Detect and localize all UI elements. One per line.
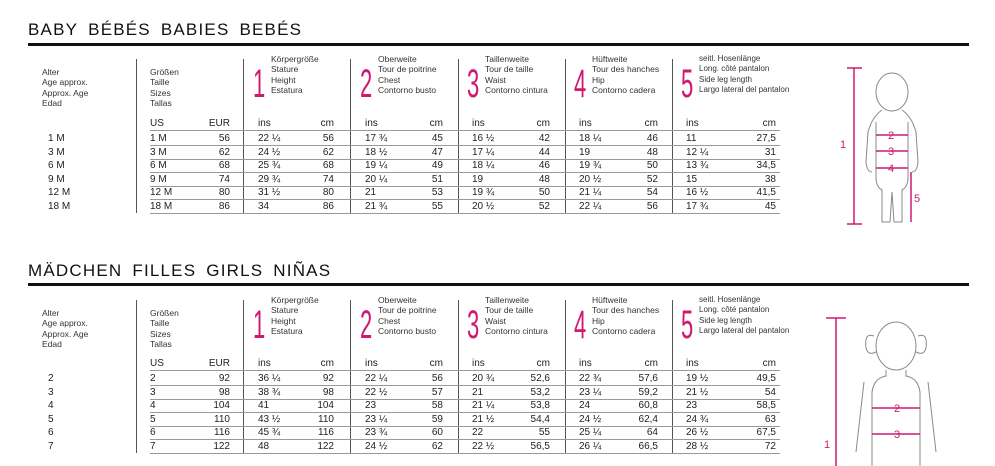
table-cell: 29 ¾	[258, 173, 281, 185]
measure-header-line: Chest	[378, 315, 401, 326]
table-cell: 46	[646, 133, 658, 144]
table-cell: 58,5	[756, 400, 776, 411]
table-cell: 20 ¼	[365, 173, 388, 185]
table-cell: 21 ¾	[365, 200, 388, 212]
units-underline	[150, 130, 780, 131]
table-cell: 59,2	[638, 386, 658, 398]
measure-header-line: Tour de poitrine	[378, 64, 437, 75]
measure-number: 4	[574, 303, 587, 347]
column-divider	[243, 59, 244, 213]
table-cell: 19 ½	[686, 373, 709, 384]
table-cell: 21	[472, 386, 484, 398]
table-cell: 3 M	[150, 146, 167, 158]
size-header-line: Taille	[150, 318, 170, 329]
table-cell: 122	[317, 440, 334, 452]
table-cell: 31 ½	[258, 187, 281, 198]
table-cell: 47	[431, 146, 443, 158]
measure-header	[592, 295, 659, 336]
table-cell: 53,8	[530, 400, 550, 411]
table-cell: 98	[218, 386, 230, 398]
measure-header-line: Height	[271, 74, 296, 85]
unit-label: cm	[762, 358, 776, 369]
table-cell: 56	[322, 133, 334, 144]
unit-label: ins	[579, 358, 592, 369]
unit-label: ins	[686, 118, 699, 129]
table-cell: 7	[150, 440, 156, 452]
table-cell: 53	[431, 187, 443, 198]
girl-figure	[816, 312, 956, 466]
table-cell: 15	[686, 173, 698, 185]
table-cell: 12 ¼	[686, 146, 709, 158]
girl-label-1: 1	[824, 439, 831, 451]
table-cell: 67,5	[756, 427, 776, 438]
measure-header-line: Hip	[592, 315, 605, 326]
unit-label: ins	[365, 358, 378, 369]
table-cell: 80	[322, 187, 334, 198]
table-cell: 48	[646, 146, 658, 158]
age-cell: 2	[48, 373, 54, 384]
table-cell: 22 ¼	[365, 373, 388, 384]
table-cell: 92	[322, 373, 334, 384]
measure-header-line: Hüftweite	[592, 295, 628, 305]
unit-label: ins	[686, 358, 699, 369]
table-cell: 86	[218, 200, 230, 212]
age-header-line: Alter	[42, 308, 60, 318]
table-cell: 4	[150, 400, 156, 411]
table-cell: 25 ¾	[258, 160, 281, 171]
table-cell: 1 M	[150, 133, 167, 144]
table-cell: 17 ¾	[365, 133, 388, 144]
age-cell: 3	[48, 386, 54, 398]
table-cell: 20 ½	[579, 173, 602, 185]
age-cell: 4	[48, 400, 54, 411]
column-divider	[136, 300, 137, 453]
table-cell: 45	[431, 133, 443, 144]
table-cell: 48	[538, 173, 550, 185]
table-cell: 11	[686, 133, 697, 144]
measure-header-line: Waist	[485, 315, 506, 326]
unit-label: ins	[472, 118, 485, 129]
age-cell: 6 M	[48, 160, 65, 171]
measure-header	[378, 54, 437, 95]
table-cell: 6 M	[150, 160, 167, 171]
age-header-line: Approx. Age	[42, 87, 89, 98]
section-title	[28, 20, 312, 40]
table-cell: 45	[764, 200, 776, 212]
measure-number: 1	[253, 62, 266, 106]
table-cell: 2	[150, 373, 156, 384]
age-cell: 18 M	[48, 200, 71, 212]
table-cell: 22 ½	[365, 386, 388, 398]
age-cell: 12 M	[48, 187, 71, 198]
table-cell: 86	[322, 200, 334, 212]
table-cell: 19 ¾	[472, 187, 495, 198]
table-cell: 116	[214, 427, 230, 438]
table-cell: 27,5	[756, 133, 776, 144]
table-cell: 59	[431, 413, 443, 425]
table-cell: 50	[646, 160, 658, 171]
age-cell: 1 M	[48, 133, 65, 144]
table-cell: 45 ¾	[258, 427, 281, 438]
table-cell: 56	[646, 200, 658, 212]
measure-number: 5	[681, 303, 694, 347]
size-header-line: Sizes	[150, 87, 171, 98]
table-cell: 22 ¼	[579, 200, 602, 212]
unit-label: cm	[644, 118, 658, 129]
table-cell: 9 M	[150, 173, 167, 185]
unit-label: cm	[429, 118, 443, 129]
age-header	[42, 67, 88, 108]
column-divider	[350, 59, 351, 213]
table-cell: 56,5	[530, 440, 550, 452]
measure-header	[699, 54, 789, 95]
table-cell: 49,5	[756, 373, 776, 384]
measure-header-line: Hip	[592, 74, 605, 85]
table-cell: 92	[218, 373, 230, 384]
table-cell: 19 ¾	[579, 160, 602, 171]
table-cell: 116	[318, 427, 334, 438]
age-cell: 3 M	[48, 146, 65, 158]
table-cell: 52,6	[530, 373, 550, 384]
table-cell: 13 ¾	[686, 160, 709, 171]
measure-header-line: Largo lateral del pantalon	[699, 84, 790, 94]
table-cell: 62,4	[638, 413, 658, 425]
measure-number: 2	[360, 303, 373, 347]
table-cell: 22 ½	[472, 440, 495, 452]
table-cell: 23	[686, 400, 698, 411]
table-cell: 60,8	[638, 400, 658, 411]
row-divider	[150, 453, 780, 454]
table-cell: 42	[538, 133, 550, 144]
column-divider	[458, 300, 459, 453]
column-divider	[672, 59, 673, 213]
column-divider	[565, 300, 566, 453]
measure-header-line: Contorno cadera	[592, 325, 656, 336]
measure-header-line: seitl. Hosenlänge	[699, 54, 761, 63]
baby-label-1: 1	[840, 139, 847, 151]
unit-label: cm	[536, 118, 550, 129]
measure-header-line: Chest	[378, 74, 401, 85]
measure-header-line: Contorno cintura	[485, 84, 548, 95]
measure-header-line: Long. côté pantalon	[699, 305, 770, 315]
table-cell: 34	[258, 200, 270, 212]
table-cell: 22 ¾	[579, 373, 602, 384]
table-cell: 98	[322, 386, 334, 398]
size-header-line: Taille	[150, 77, 170, 88]
measure-header-line: Waist	[485, 74, 506, 85]
table-cell: 6	[150, 427, 156, 438]
measure-header	[378, 295, 437, 336]
unit-label: ins	[365, 118, 378, 129]
table-cell: 80	[218, 187, 230, 198]
table-cell: 17 ¾	[686, 200, 709, 212]
size-header-line: Größen	[150, 308, 179, 318]
table-cell: 21	[365, 187, 377, 198]
unit-label: cm	[320, 118, 334, 129]
measure-header	[485, 295, 548, 336]
table-cell: 18 ¼	[579, 133, 602, 144]
table-cell: 18 M	[150, 200, 173, 212]
table-cell: 20 ¾	[472, 373, 495, 384]
size-header-line: Tallas	[150, 338, 172, 349]
table-cell: 62	[431, 440, 443, 452]
table-cell: 63	[764, 413, 776, 425]
age-header-line: Approx. Age	[42, 328, 89, 339]
table-cell: 122	[213, 440, 230, 452]
table-cell: 68	[218, 160, 230, 171]
measure-header-line: Tour des hanches	[592, 64, 660, 75]
table-cell: 36 ¼	[258, 373, 281, 384]
measure-header-line: Tour des hanches	[592, 305, 660, 316]
unit-label: cm	[536, 358, 550, 369]
measure-header-line: Körpergröße	[271, 54, 319, 64]
table-cell: 3	[150, 386, 156, 398]
table-cell: 38 ¾	[258, 386, 281, 398]
table-cell: 26 ½	[686, 427, 709, 438]
size-header-line: Sizes	[150, 328, 171, 339]
table-cell: 56	[431, 373, 443, 384]
title-word: FILLES	[132, 261, 197, 280]
unit-label: ins	[472, 358, 485, 369]
measure-number: 5	[681, 62, 694, 106]
measure-header-line: Stature	[271, 64, 299, 75]
column-divider	[565, 59, 566, 213]
baby-label-4: 4	[888, 163, 895, 175]
table-cell: 24 ½	[365, 440, 388, 452]
units-underline	[150, 370, 780, 371]
table-cell: 19	[579, 146, 591, 158]
table-cell: 43 ½	[258, 413, 281, 425]
unit-label: cm	[429, 358, 443, 369]
table-cell: 17 ¼	[472, 146, 495, 158]
table-cell: 38	[764, 173, 776, 185]
table-cell: 72	[764, 440, 776, 452]
table-cell: 34,5	[756, 160, 776, 171]
measure-header-line: Stature	[271, 305, 299, 316]
table-cell: 24	[579, 400, 591, 411]
table-cell: 104	[213, 400, 230, 411]
table-cell: 23 ¼	[365, 413, 388, 425]
table-cell: 110	[214, 413, 230, 425]
table-cell: 23	[365, 400, 377, 411]
unit-label: ins	[258, 118, 271, 129]
table-cell: 23 ¼	[579, 386, 602, 398]
measure-header-line: Side leg length	[699, 74, 752, 84]
table-cell: 50	[538, 187, 550, 198]
table-cell: 44	[538, 146, 550, 158]
table-cell: 23 ¾	[365, 427, 388, 438]
size-header	[150, 67, 179, 108]
age-cell: 5	[48, 413, 54, 425]
measure-header	[699, 295, 789, 336]
unit-label: EUR	[208, 358, 230, 369]
measure-header-line: Largo lateral del pantalon	[699, 325, 790, 335]
measure-header-line: Tour de poitrine	[378, 305, 437, 316]
title-word: MÄDCHEN	[28, 261, 123, 280]
table-cell: 28 ½	[686, 440, 709, 452]
baby-label-2: 2	[888, 130, 895, 142]
girl-label-2: 2	[894, 403, 901, 415]
column-divider	[672, 300, 673, 453]
unit-label: cm	[644, 358, 658, 369]
table-cell: 31	[764, 146, 776, 158]
measure-header-line: Height	[271, 315, 296, 326]
measure-header-line: Tour de taille	[485, 305, 534, 316]
table-cell: 58	[431, 400, 443, 411]
size-header-line: Größen	[150, 67, 179, 77]
table-cell: 53,2	[530, 386, 550, 398]
unit-label: US	[150, 358, 164, 369]
table-cell: 19	[472, 173, 484, 185]
table-cell: 54	[646, 187, 658, 198]
column-divider	[136, 59, 137, 213]
measure-header-line: Contorno busto	[378, 325, 437, 336]
table-cell: 74	[218, 173, 230, 185]
measure-header-line: Contorno cintura	[485, 325, 548, 336]
measure-header	[271, 54, 319, 95]
measure-header-line: Oberweite	[378, 54, 417, 64]
measure-header-line: Estatura	[271, 84, 303, 95]
measure-header	[592, 54, 659, 95]
table-cell: 16 ½	[686, 187, 709, 198]
age-cell: 9 M	[48, 173, 65, 185]
title-word: BÉBÉS	[88, 20, 151, 39]
unit-label: ins	[579, 118, 592, 129]
measure-number: 1	[253, 303, 266, 347]
table-cell: 16 ½	[472, 133, 495, 144]
table-cell: 54,4	[530, 413, 550, 425]
table-cell: 55	[431, 200, 443, 212]
table-cell: 57	[431, 386, 443, 398]
measure-number: 2	[360, 62, 373, 106]
measure-header-line: Side leg length	[699, 315, 752, 325]
unit-label: US	[150, 118, 164, 129]
baby-figure	[832, 62, 932, 232]
table-cell: 24 ½	[258, 146, 281, 158]
measure-number: 4	[574, 62, 587, 106]
table-cell: 62	[218, 146, 230, 158]
table-cell: 46	[538, 160, 550, 171]
measure-number: 3	[467, 62, 480, 106]
table-cell: 5	[150, 413, 156, 425]
table-cell: 22 ¼	[258, 133, 281, 144]
table-cell: 21 ¼	[579, 187, 602, 198]
table-cell: 18 ½	[365, 146, 388, 158]
measure-header	[271, 295, 319, 336]
title-word: BABY	[28, 20, 79, 39]
table-cell: 48	[258, 440, 270, 452]
table-cell: 57,6	[638, 373, 658, 384]
row-divider	[150, 213, 780, 214]
table-cell: 12 M	[150, 187, 173, 198]
unit-label: EUR	[208, 118, 230, 129]
table-cell: 55	[538, 427, 550, 438]
measure-header-line: Contorno cadera	[592, 84, 656, 95]
section-title	[28, 261, 341, 281]
table-cell: 19 ¼	[365, 160, 388, 171]
unit-label: ins	[258, 358, 271, 369]
table-cell: 18 ¼	[472, 160, 495, 171]
table-cell: 104	[317, 400, 334, 411]
table-cell: 24 ½	[579, 413, 602, 425]
measure-header-line: Estatura	[271, 325, 303, 336]
table-cell: 21 ½	[686, 386, 709, 398]
baby-label-5: 5	[914, 193, 921, 205]
table-cell: 41	[258, 400, 270, 411]
title-word: NIÑAS	[273, 261, 332, 280]
section-rule	[28, 283, 969, 286]
table-cell: 68	[322, 160, 334, 171]
table-cell: 24 ¾	[686, 413, 709, 425]
age-header-line: Alter	[42, 67, 60, 77]
age-cell: 7	[48, 440, 54, 452]
table-cell: 21 ¼	[472, 400, 495, 411]
column-divider	[350, 300, 351, 453]
table-cell: 51	[431, 173, 443, 185]
measure-header-line: Taillenweite	[485, 295, 529, 305]
measure-number: 3	[467, 303, 480, 347]
unit-label: cm	[320, 358, 334, 369]
table-cell: 52	[646, 173, 658, 185]
age-header-line: Age approx.	[42, 77, 88, 88]
measure-header-line: Tour de taille	[485, 64, 534, 75]
table-cell: 66,5	[638, 440, 658, 452]
measure-header-line: Contorno busto	[378, 84, 437, 95]
age-header-line: Edad	[42, 338, 62, 349]
age-header	[42, 308, 88, 349]
table-cell: 41,5	[756, 187, 776, 198]
table-cell: 60	[431, 427, 443, 438]
unit-label: cm	[762, 118, 776, 129]
age-header-line: Age approx.	[42, 318, 88, 329]
table-cell: 62	[322, 146, 334, 158]
measure-header-line: Long. côté pantalon	[699, 64, 770, 74]
measure-header-line: seitl. Hosenlänge	[699, 295, 761, 304]
title-word: BABIES	[160, 20, 230, 39]
measure-header-line: Hüftweite	[592, 54, 628, 64]
column-divider	[458, 59, 459, 213]
table-cell: 20 ½	[472, 200, 495, 212]
table-cell: 52	[538, 200, 550, 212]
table-cell: 25 ¼	[579, 427, 602, 438]
section-rule	[28, 43, 969, 46]
age-cell: 6	[48, 427, 54, 438]
table-cell: 56	[218, 133, 230, 144]
measure-header	[485, 54, 548, 95]
age-header-line: Edad	[42, 97, 62, 108]
title-word: GIRLS	[206, 261, 264, 280]
girl-label-3: 3	[894, 429, 901, 441]
table-cell: 110	[318, 413, 334, 425]
table-cell: 26 ¼	[579, 440, 602, 452]
table-cell: 74	[322, 173, 334, 185]
table-cell: 21 ½	[472, 413, 495, 425]
size-header-line: Tallas	[150, 97, 172, 108]
baby-label-3: 3	[888, 146, 895, 158]
table-cell: 54	[764, 386, 776, 398]
table-cell: 49	[431, 160, 443, 171]
table-cell: 22	[472, 427, 484, 438]
column-divider	[243, 300, 244, 453]
measure-header-line: Taillenweite	[485, 54, 529, 64]
size-header	[150, 308, 179, 349]
title-word: BEBÉS	[239, 20, 303, 39]
measure-header-line: Körpergröße	[271, 295, 319, 305]
measure-header-line: Oberweite	[378, 295, 417, 305]
table-cell: 64	[646, 427, 658, 438]
